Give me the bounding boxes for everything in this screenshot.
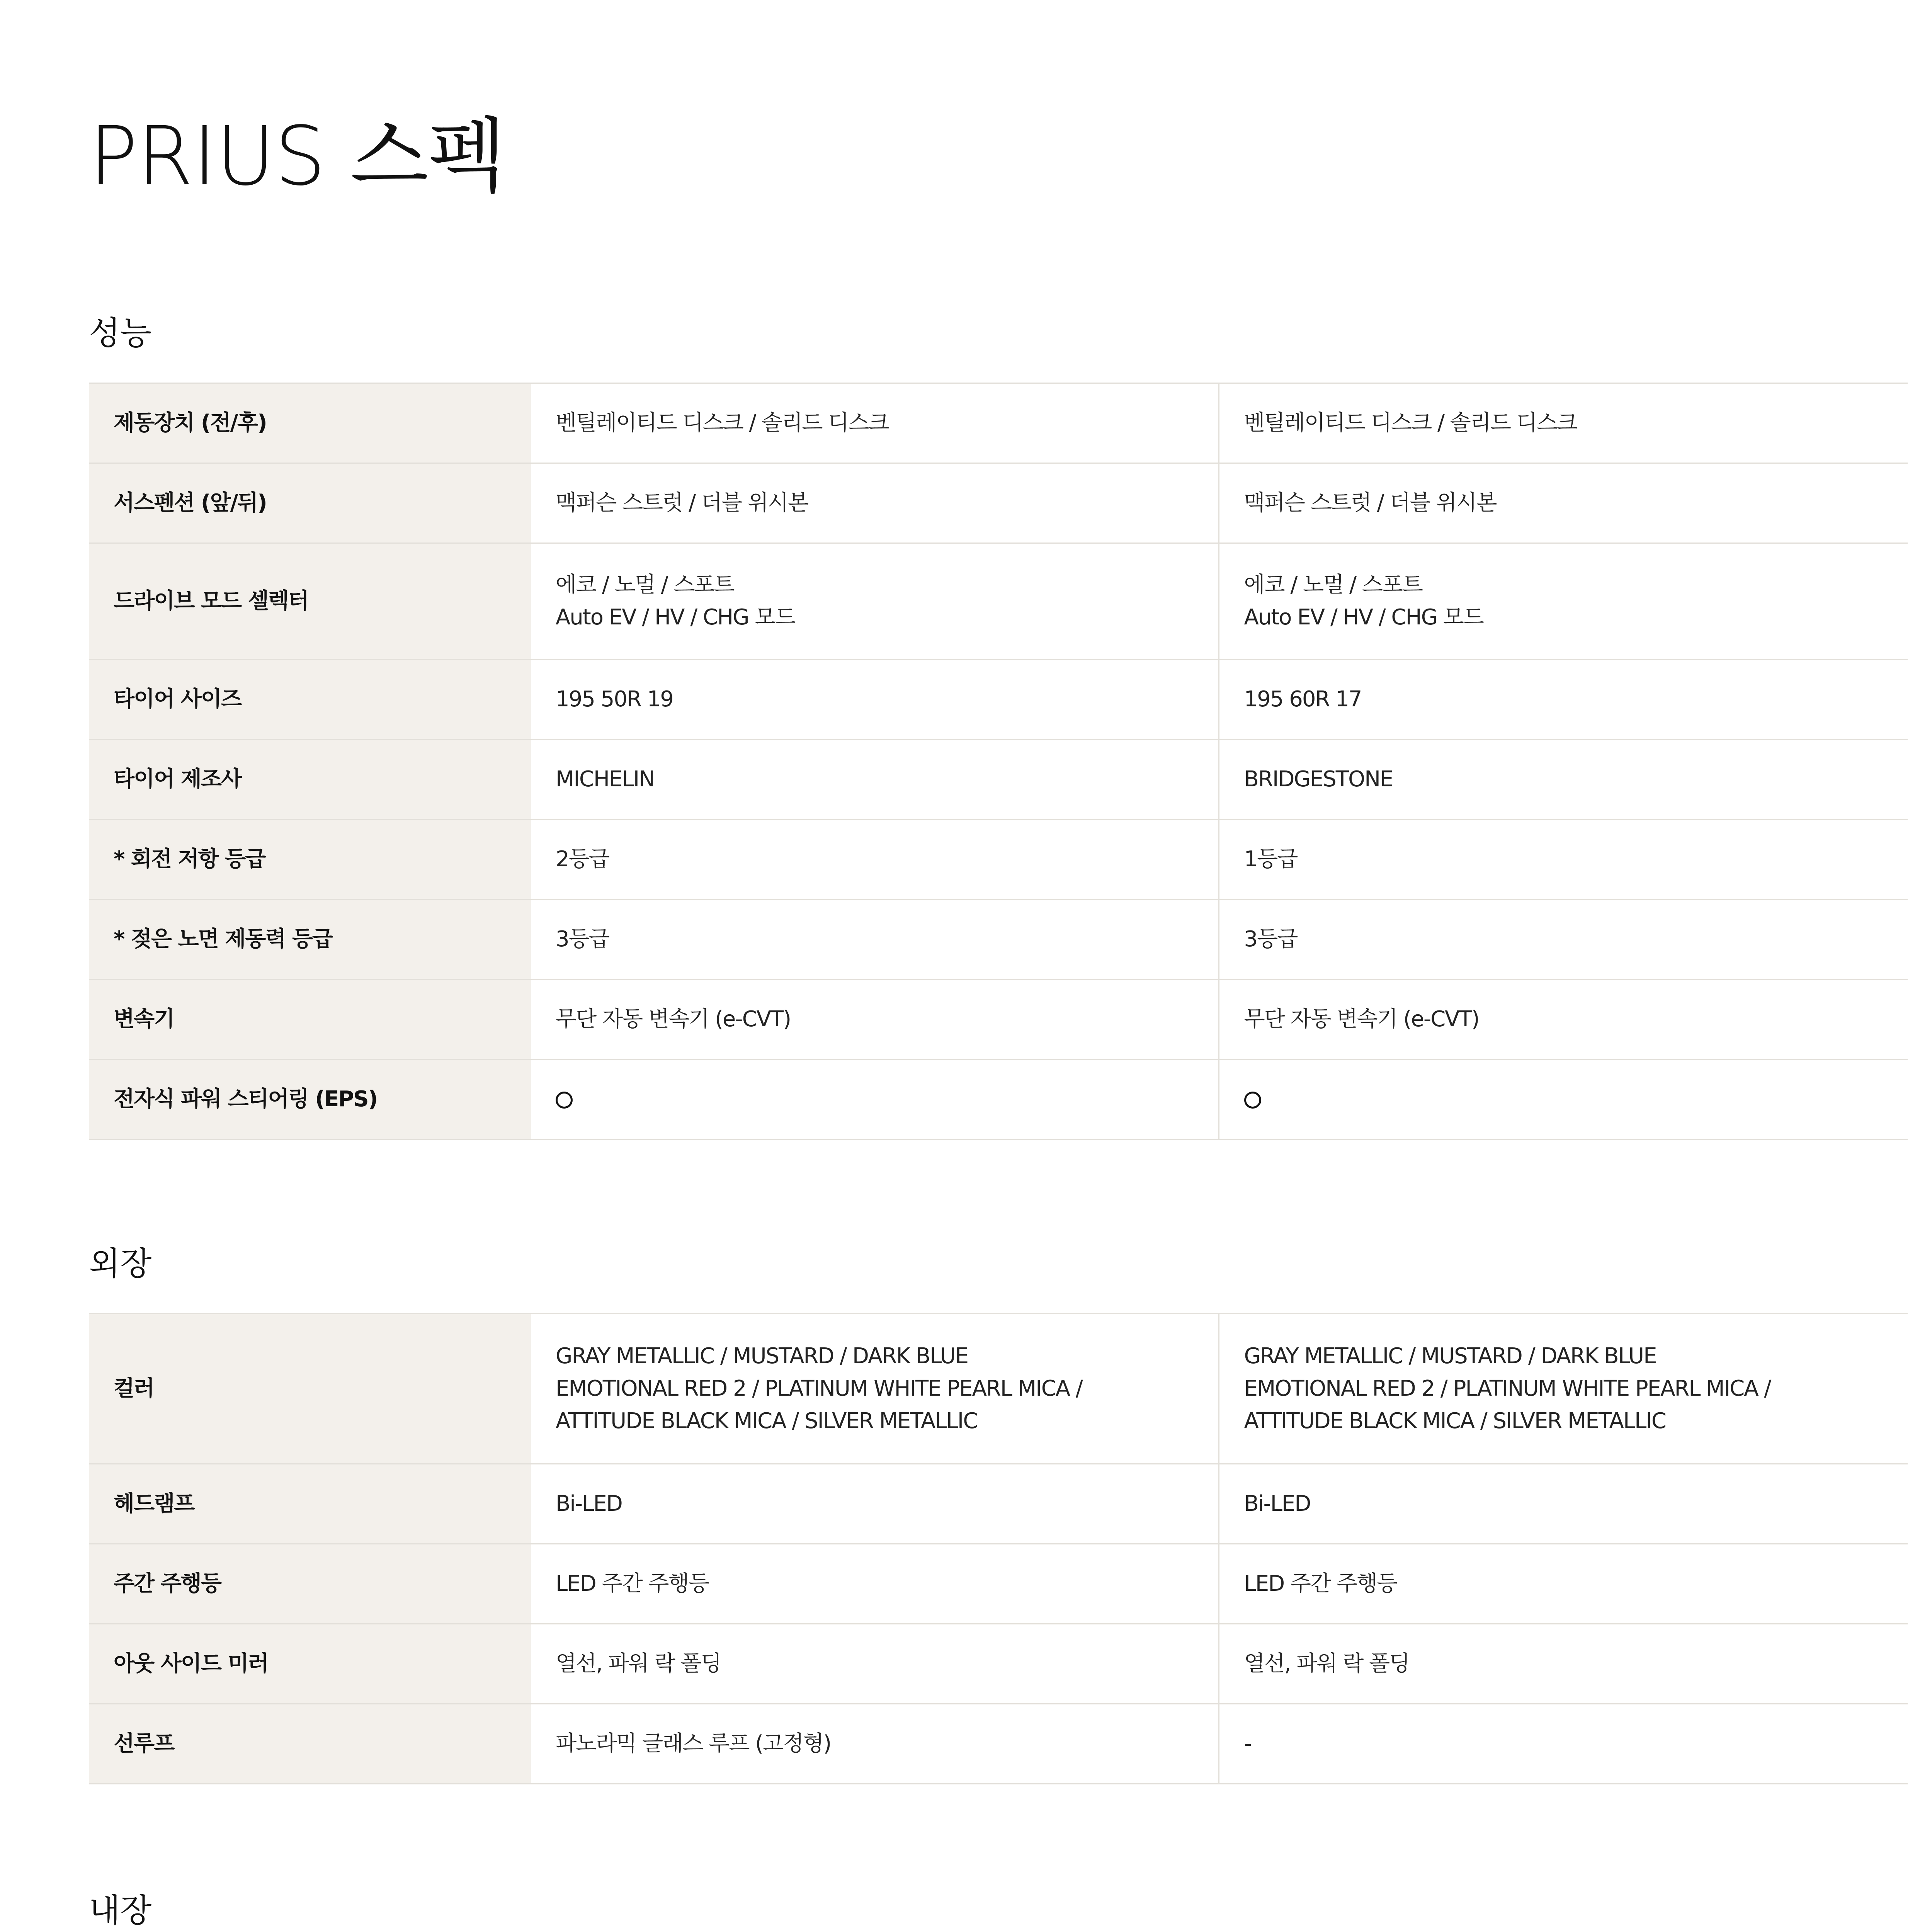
- value-text: 무단 자동 변속기 (e-CVT): [1244, 1007, 1479, 1032]
- value-text: MICHELIN: [556, 767, 655, 792]
- value-text: GRAY METALLIC / MUSTARD / DARK BLUE: [556, 1344, 968, 1369]
- value-cell: [1219, 980, 1908, 1060]
- row-label: 선루프: [89, 1704, 531, 1784]
- table-row: [89, 1060, 1908, 1139]
- value-cell: [1219, 740, 1908, 820]
- section-title: 내장: [89, 1891, 152, 1929]
- value-text: EMOTIONAL RED 2 / PLATINUM WHITE PEARL MICA /: [1244, 1376, 1771, 1401]
- value-cell: [531, 1704, 1219, 1784]
- row-label: 드라이브 모드 셀렉터: [89, 543, 531, 660]
- row-label: 타이어 제조사: [89, 740, 531, 820]
- row-label: * 회전 저항 등급: [89, 820, 531, 900]
- value-cell: [531, 740, 1219, 820]
- value-text: 벤틸레이티드 디스크 / 솔리드 디스크: [1244, 410, 1577, 435]
- row-label: 컬러: [89, 1314, 531, 1464]
- value-cell: [1219, 463, 1908, 543]
- value-cell: [1219, 900, 1908, 980]
- circle-icon: [1244, 1092, 1261, 1109]
- value-cell: [531, 1544, 1219, 1624]
- value-cell: [1219, 1704, 1908, 1784]
- value-text: 파노라믹 글래스 루프 (고정형): [556, 1731, 831, 1756]
- value-text: GRAY METALLIC / MUSTARD / DARK BLUE: [1244, 1344, 1656, 1369]
- spec-table: [89, 1313, 1908, 1784]
- spec-table: [89, 383, 1908, 1140]
- value-text: -: [1244, 1731, 1251, 1756]
- table-row: [89, 1464, 1908, 1544]
- row-label: 타이어 사이즈: [89, 660, 531, 740]
- value-text: 열선, 파워 락 폴딩: [1244, 1651, 1410, 1676]
- table-row: [89, 1544, 1908, 1624]
- table-row: [89, 1314, 1908, 1464]
- value-text: 벤틸레이티드 디스크 / 솔리드 디스크: [556, 410, 889, 435]
- value-text: 에코 / 노멀 / 스포트: [1244, 572, 1423, 597]
- value-text: 열선, 파워 락 폴딩: [556, 1651, 721, 1676]
- section-exterior: [89, 1247, 1908, 1784]
- value-text: BRIDGESTONE: [1244, 767, 1393, 792]
- table-row: [89, 980, 1908, 1060]
- value-cell: [531, 1624, 1219, 1704]
- value-text: 맥퍼슨 스트럿 / 더블 위시본: [1244, 490, 1497, 515]
- table-row: [89, 660, 1908, 740]
- row-label: 변속기: [89, 980, 531, 1060]
- value-cell: [1219, 660, 1908, 740]
- value-text: Auto EV / HV / CHG 모드: [556, 605, 795, 630]
- value-cell: [531, 1314, 1219, 1464]
- table-row: [89, 900, 1908, 980]
- value-text: 맥퍼슨 스트럿 / 더블 위시본: [556, 490, 808, 515]
- value-text: EMOTIONAL RED 2 / PLATINUM WHITE PEARL MICA /: [556, 1376, 1082, 1401]
- value-text: LED 주간 주행등: [1244, 1571, 1397, 1596]
- value-cell: [1219, 1314, 1908, 1464]
- table-row: [89, 463, 1908, 543]
- row-label: * 젖은 노면 제동력 등급: [89, 900, 531, 980]
- value-text: 1등급: [1244, 847, 1298, 872]
- value-text: 무단 자동 변속기 (e-CVT): [556, 1007, 791, 1032]
- value-cell: [531, 820, 1219, 900]
- table-row: [89, 543, 1908, 660]
- value-cell: [1219, 1060, 1908, 1139]
- value-cell: [531, 543, 1219, 660]
- section-title: 외장: [89, 1245, 152, 1282]
- value-cell: [1219, 383, 1908, 463]
- row-label: 전자식 파워 스티어링 (EPS): [89, 1060, 531, 1139]
- value-text: ATTITUDE BLACK MICA / SILVER METALLIC: [1244, 1408, 1666, 1434]
- circle-icon: [556, 1092, 573, 1109]
- value-text: 에코 / 노멀 / 스포트: [556, 572, 734, 597]
- value-text: 3등급: [556, 927, 609, 952]
- section-title: 성능: [89, 314, 152, 352]
- value-text: Bi-LED: [1244, 1491, 1311, 1516]
- row-label: 주간 주행등: [89, 1544, 531, 1624]
- value-text: Bi-LED: [556, 1491, 622, 1516]
- row-label: 제동장치 (전/후): [89, 383, 531, 463]
- table-row: [89, 740, 1908, 820]
- value-cell: [531, 1464, 1219, 1544]
- value-cell: [1219, 1544, 1908, 1624]
- value-text: 195 60R 17: [1244, 687, 1362, 712]
- table-row: [89, 1704, 1908, 1784]
- table-row: [89, 820, 1908, 900]
- value-text: ATTITUDE BLACK MICA / SILVER METALLIC: [556, 1408, 978, 1434]
- value-text: Auto EV / HV / CHG 모드: [1244, 605, 1483, 630]
- value-cell: [531, 660, 1219, 740]
- row-label: 헤드램프: [89, 1464, 531, 1544]
- value-cell: [1219, 1464, 1908, 1544]
- value-cell: [531, 980, 1219, 1060]
- value-text: LED 주간 주행등: [556, 1571, 709, 1596]
- value-cell: [531, 463, 1219, 543]
- value-text: 3등급: [1244, 927, 1298, 952]
- row-label: 아웃 사이드 미러: [89, 1624, 531, 1704]
- value-cell: [531, 383, 1219, 463]
- row-label: 서스펜션 (앞/뒤): [89, 463, 531, 543]
- page-title: PRIUS 스펙: [89, 109, 505, 204]
- value-cell: [531, 900, 1219, 980]
- value-cell: [1219, 543, 1908, 660]
- section-interior: [89, 1891, 1908, 1932]
- value-cell: [1219, 820, 1908, 900]
- section-performance: [89, 314, 1908, 1140]
- table-row: [89, 1624, 1908, 1704]
- table-row: [89, 383, 1908, 463]
- value-text: 195 50R 19: [556, 687, 673, 712]
- value-cell: [531, 1060, 1219, 1139]
- value-cell: [1219, 1624, 1908, 1704]
- value-text: 2등급: [556, 847, 609, 872]
